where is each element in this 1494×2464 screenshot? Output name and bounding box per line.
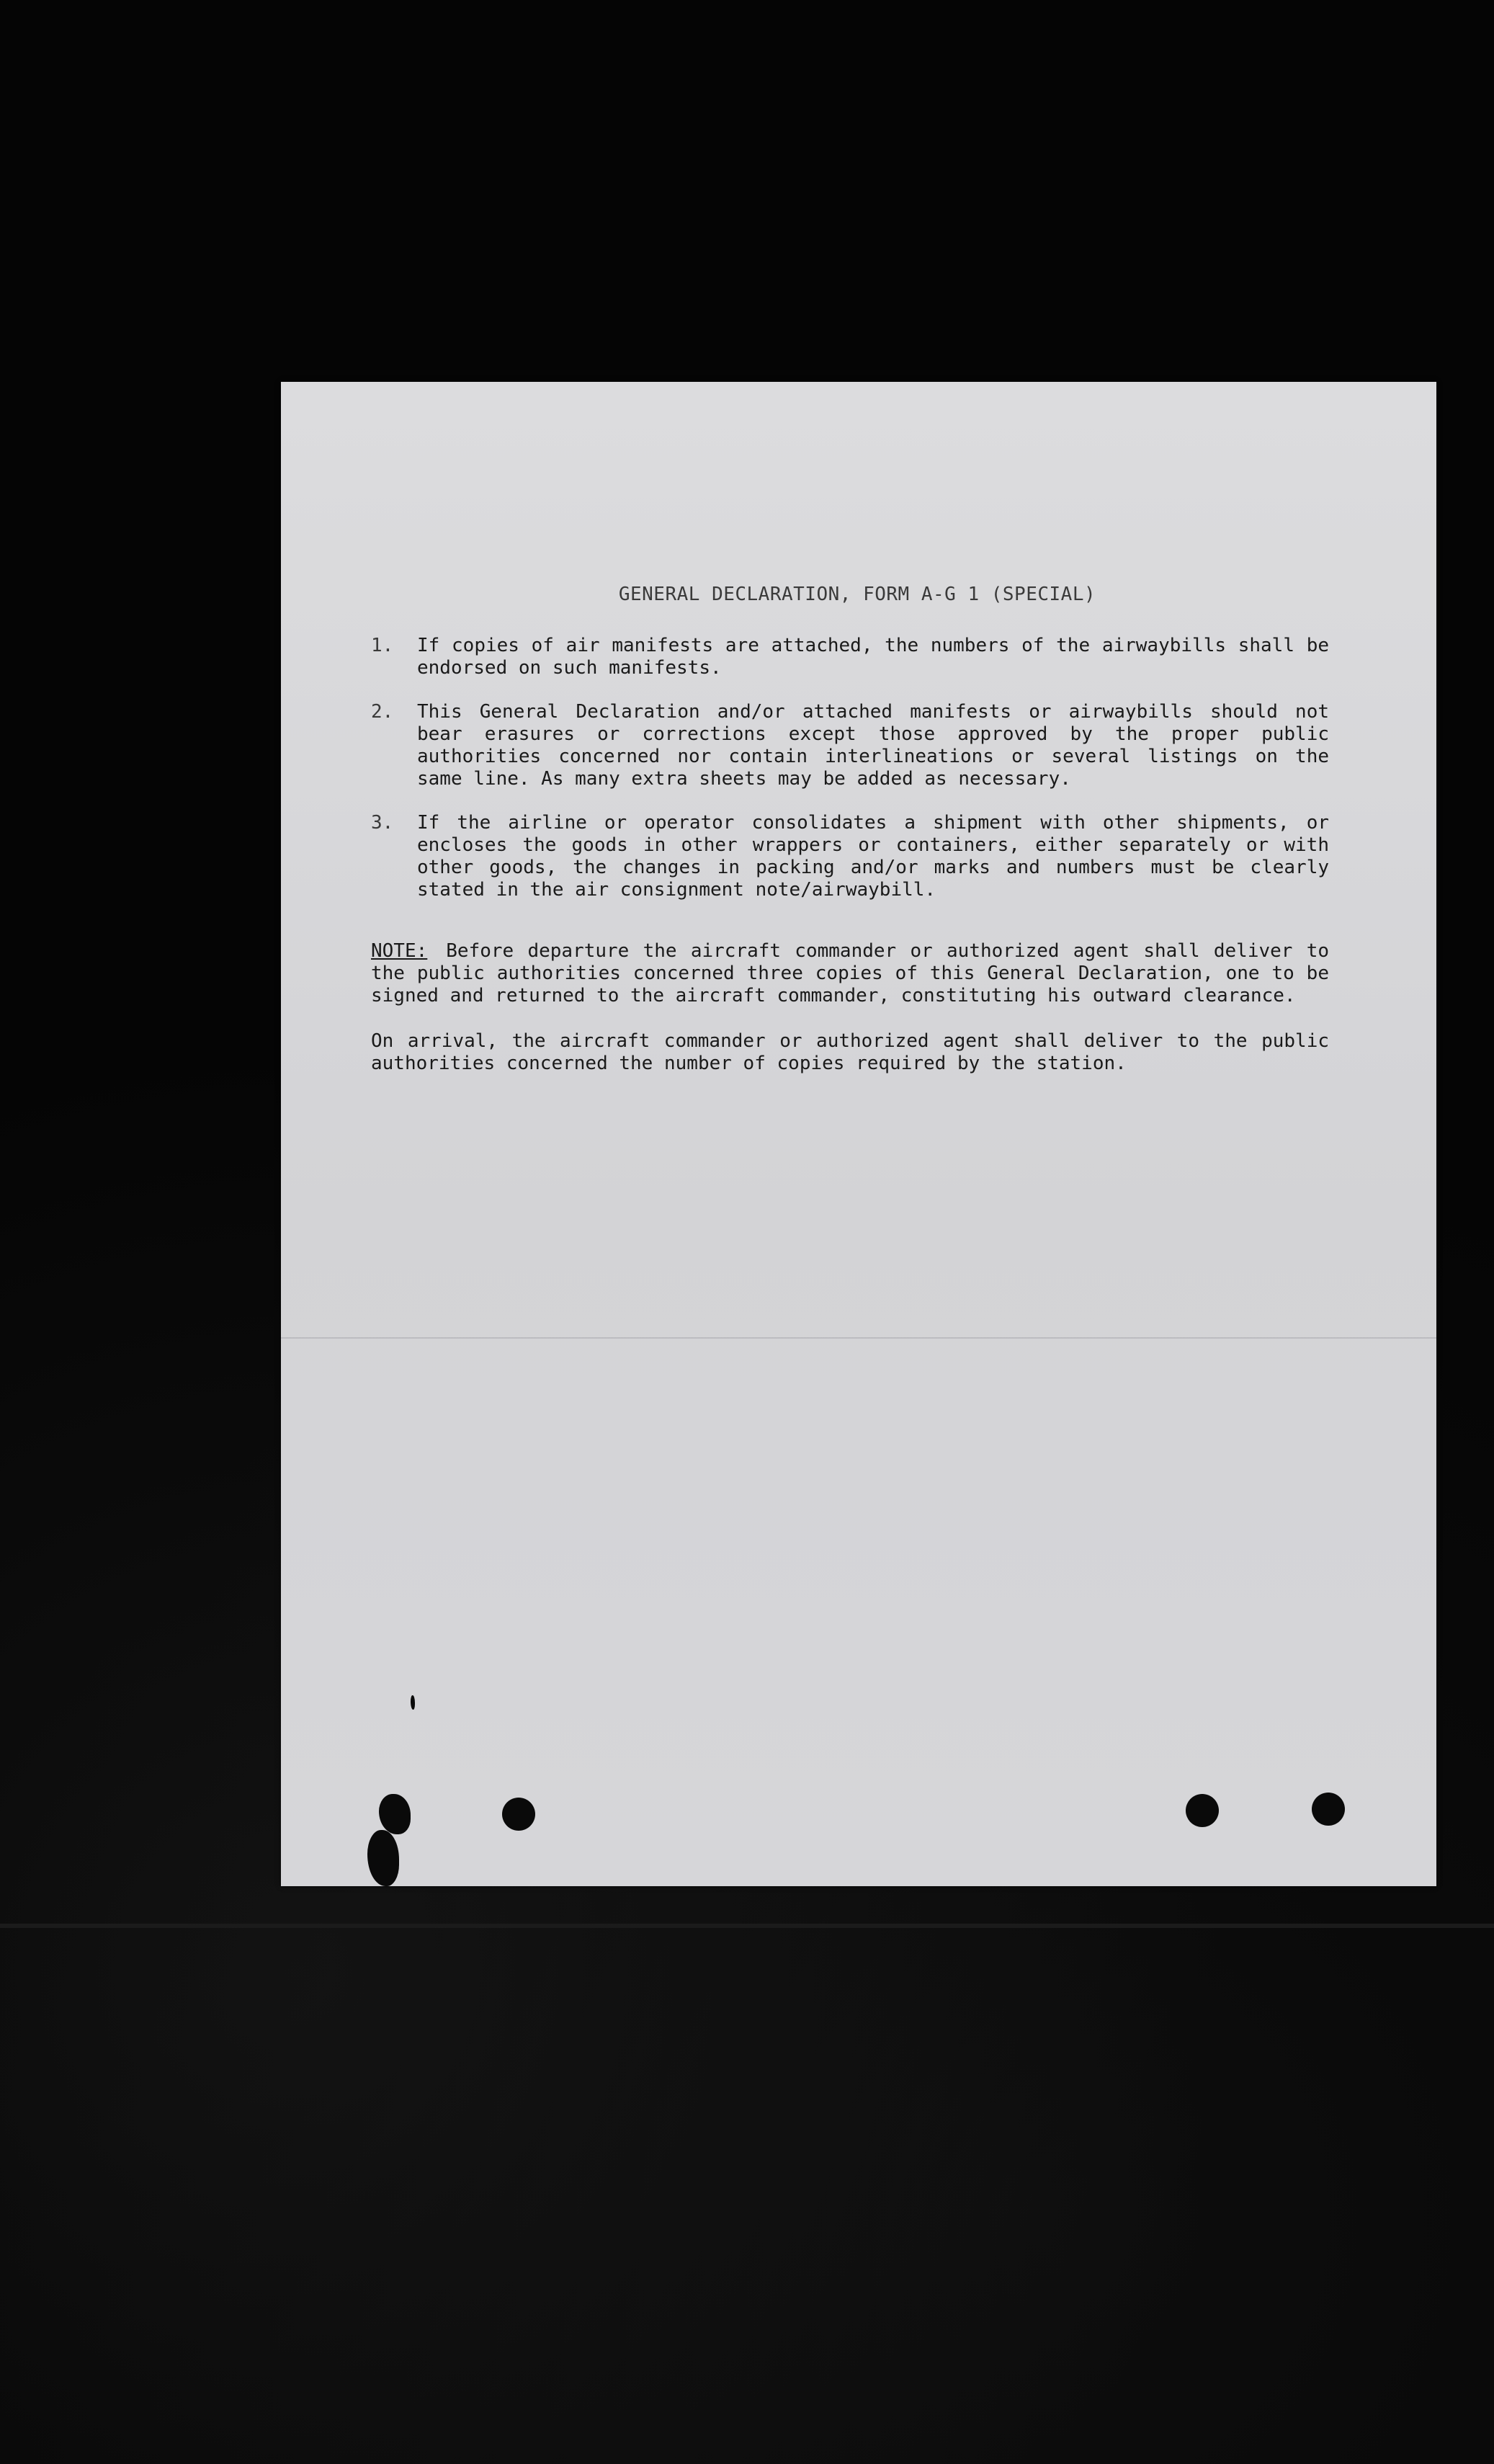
ink-blot [379,1794,411,1834]
document-page [281,382,1436,1886]
item-number: 1. [371,635,394,656]
punch-hole [502,1798,535,1831]
arrival-paragraph: On arrival, the aircraft commander or authorized agent shall deliver to the public authorities concerned the number of copies required by the station. [371,1030,1329,1074]
item-text: If copies of air manifests are attached, the numbers of the airwaybills shall be endorsed on such manifests. [417,635,1329,679]
ink-blot [367,1830,399,1886]
item-text: If the airline or operator consolidates a shipment with other shipments, or encloses the goods in other wrappers or containers, either separately or with other goods, the changes in packing and/or marks and numbers must be clearly stated in the air consignment note/airwaybill. [417,812,1329,901]
item-number: 3. [371,812,394,834]
scanner-bed-edge [0,1924,1494,1928]
list-item [371,812,1329,901]
document-body [371,584,1329,1075]
punch-hole [1312,1793,1345,1826]
punch-hole [1186,1794,1219,1827]
fold-crease [281,1337,1436,1339]
document-title: GENERAL DECLARATION, FORM A-G 1 (SPECIAL) [618,584,1096,605]
ink-blot [411,1695,415,1710]
item-text: This General Declaration and/or attached manifests or airwaybills should not bear erasures or corrections except those approved by the proper public authorities concerned nor contain interlineations or several listings on the same line. As many extra sheets may be added as necessary. [417,701,1329,790]
note-paragraph [371,940,1329,1007]
item-number: 2. [371,701,394,723]
list-item [371,635,1329,679]
note-label: NOTE: [371,940,428,962]
list-item [371,701,1329,790]
note-text: Before departure the aircraft commander or authorized agent shall deliver to the public authorities concerned three copies of this General Declaration, one to be signed and returned to the aircraft commander, constituting his outward clearance. [371,940,1329,1006]
